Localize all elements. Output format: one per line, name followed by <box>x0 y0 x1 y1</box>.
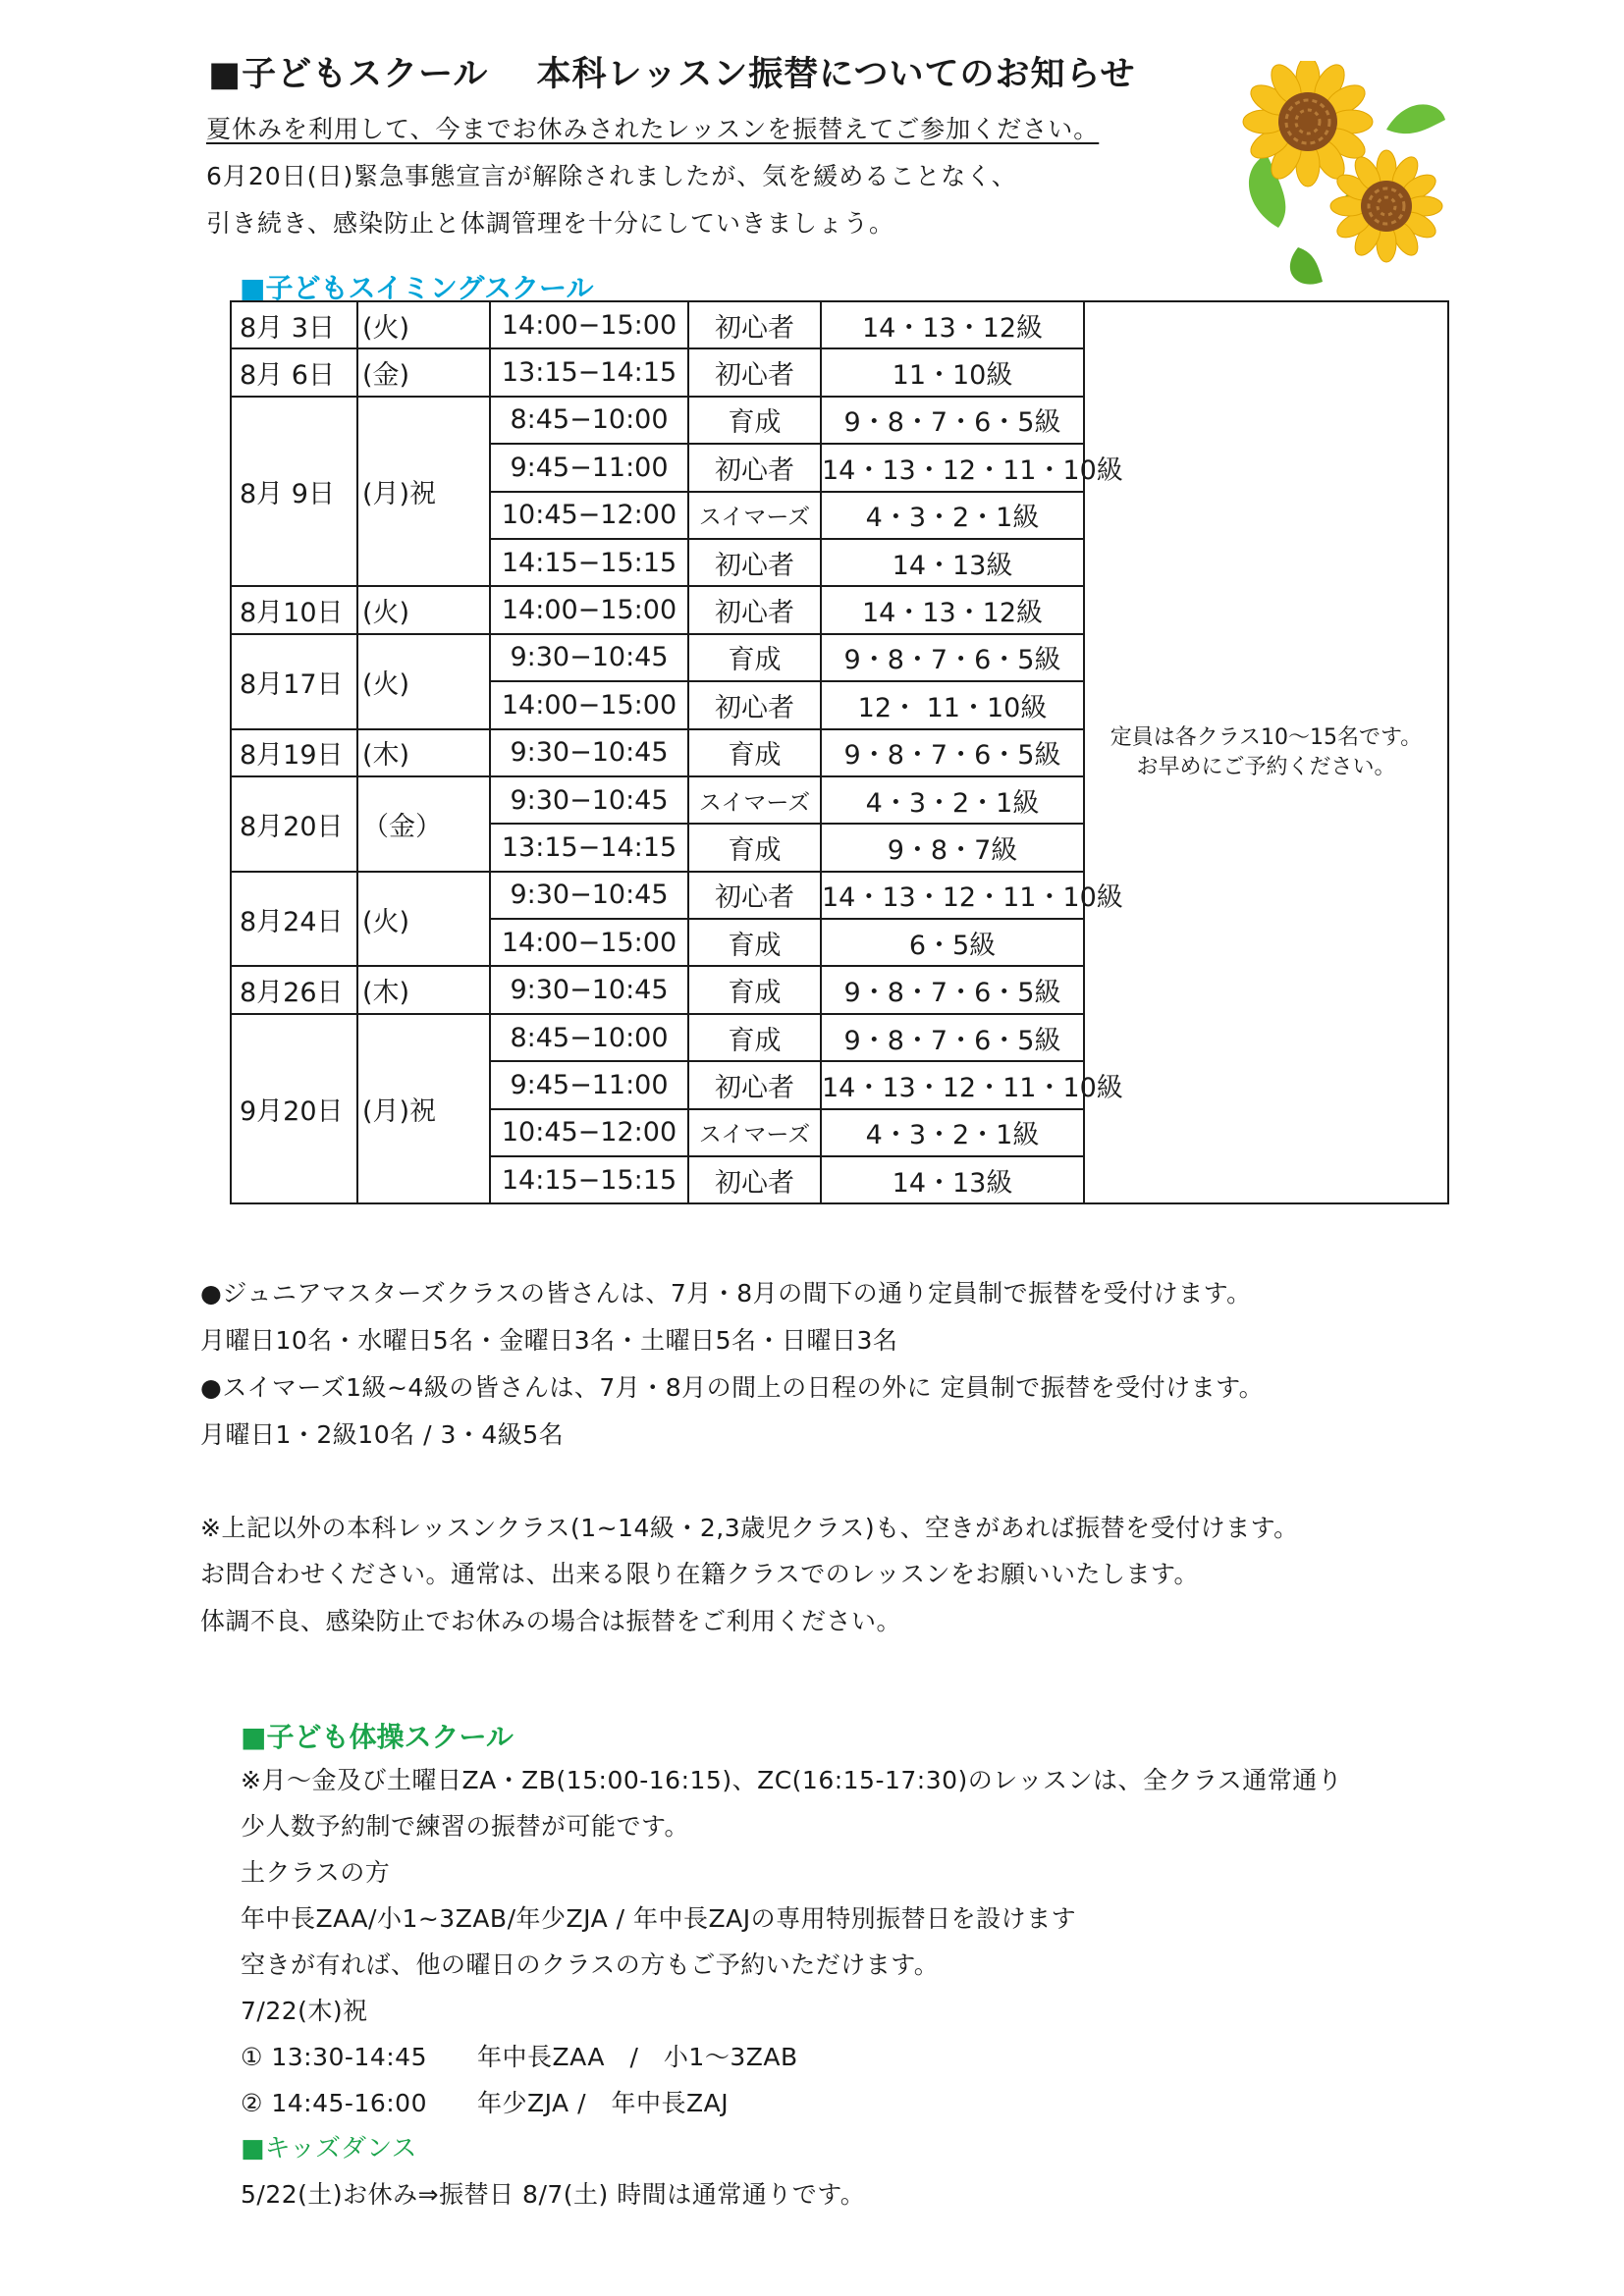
schedule-levels: 14・13級 <box>821 539 1084 586</box>
capacity-note <box>1084 301 1448 1203</box>
schedule-date: 8月10日 <box>231 586 357 633</box>
gymnastics-line: 年中長ZAA/小1~3ZAB/年少ZJA / 年中長ZAJの専用特別振替日を設けます <box>241 1904 1077 1933</box>
gymnastics-line: ① 13:30-14:45 年中長ZAA / 小1〜3ZAB <box>241 2043 798 2071</box>
capacity-note-line: お早めにご予約ください。 <box>1136 754 1396 779</box>
schedule-time: 9:45−11:00 <box>490 444 688 491</box>
schedule-levels: 14・13・12級 <box>821 586 1084 633</box>
swimming-heading: ■子どもスイミングスクール <box>240 272 594 304</box>
gymnastics-line: 土クラスの方 <box>241 1858 391 1887</box>
schedule-class: スイマーズ <box>688 776 821 824</box>
schedule-weekday: (火) <box>357 872 490 967</box>
schedule-date: 8月26日 <box>231 966 357 1013</box>
schedule-weekday: (月)祝 <box>357 397 490 587</box>
schedule-levels: 9・8・7・6・5級 <box>821 1014 1084 1061</box>
schedule-weekday: （金） <box>357 776 490 872</box>
schedule-levels: 9・8・7・6・5級 <box>821 966 1084 1013</box>
schedule-row <box>231 301 1448 348</box>
note-illness: 体調不良、感染防止でお休みの場合は振替をご利用ください。 <box>200 1607 902 1635</box>
schedule-date: 8月 3日 <box>231 301 357 348</box>
schedule-levels: 9・8・7・6・5級 <box>821 729 1084 776</box>
schedule-class: スイマーズ <box>688 492 821 539</box>
schedule-levels: 4・3・2・1級 <box>821 776 1084 824</box>
schedule-levels: 9・8・7・6・5級 <box>821 634 1084 681</box>
schedule-levels: 11・10級 <box>821 348 1084 396</box>
schedule-levels: 4・3・2・1級 <box>821 492 1084 539</box>
schedule-time: 14:00−15:00 <box>490 919 688 966</box>
capacity-note-line: 定員は各クラス10〜15名です。 <box>1110 724 1423 750</box>
schedule-weekday: (火) <box>357 301 490 348</box>
schedule-class: 育成 <box>688 824 821 871</box>
schedule-levels: 14・13級 <box>821 1156 1084 1203</box>
schedule-class: 育成 <box>688 1014 821 1061</box>
schedule-date: 8月 9日 <box>231 397 357 587</box>
intro-line-3: 引き続き、感染防止と体調管理を十分にしていきましょう。 <box>206 209 895 238</box>
schedule-time: 14:00−15:00 <box>490 681 688 728</box>
gymnastics-heading: ■子ども体操スクール <box>241 1721 514 1753</box>
schedule-class: 初心者 <box>688 539 821 586</box>
schedule-levels: 14・13・12・11・10級 <box>821 444 1084 491</box>
schedule-time: 14:15−15:15 <box>490 539 688 586</box>
intro-line-2: 6月20日(日)緊急事態宣言が解除されましたが、気を緩めることなく、 <box>206 162 1017 190</box>
gymnastics-line: 少人数予約制で練習の振替が可能です。 <box>241 1812 690 1841</box>
schedule-class: 育成 <box>688 634 821 681</box>
note-other-classes: ※上記以外の本科レッスンクラス(1~14級・2,3歳児クラス)も、空きがあれば振替を受付けます。 <box>200 1514 1299 1542</box>
schedule-class: 初心者 <box>688 872 821 919</box>
schedule-date: 8月19日 <box>231 729 357 776</box>
schedule-class: 初心者 <box>688 1061 821 1108</box>
schedule-class: 育成 <box>688 729 821 776</box>
note-junior-masters-capacity: 月曜日10名・水曜日5名・金曜日3名・土曜日5名・日曜日3名 <box>200 1326 898 1355</box>
gymnastics-line: 空きが有れば、他の曜日のクラスの方もご予約いただけます。 <box>241 1950 940 1979</box>
page-title: ■子どもスクール 本科レッスン振替についてのお知らせ <box>208 55 1136 94</box>
schedule-time: 9:30−10:45 <box>490 776 688 824</box>
schedule-time: 8:45−10:00 <box>490 397 688 444</box>
schedule-class: 初心者 <box>688 301 821 348</box>
schedule-weekday: (金) <box>357 348 490 396</box>
schedule-time: 10:45−12:00 <box>490 1109 688 1156</box>
note-junior-masters: ●ジュニアマスターズクラスの皆さんは、7月・8月の間下の通り定員制で振替を受付けます。 <box>200 1279 1252 1308</box>
schedule-class: スイマーズ <box>688 1109 821 1156</box>
schedule-class: 初心者 <box>688 586 821 633</box>
dance-line: 5/22(土)お休み⇒振替日 8/7(土) 時間は通常通りです。 <box>241 2180 866 2209</box>
schedule-weekday: (火) <box>357 634 490 729</box>
schedule-time: 13:15−14:15 <box>490 348 688 396</box>
schedule-date: 8月24日 <box>231 872 357 967</box>
schedule-time: 9:30−10:45 <box>490 634 688 681</box>
schedule-class: 育成 <box>688 919 821 966</box>
schedule-class: 育成 <box>688 966 821 1013</box>
schedule-levels: 4・3・2・1級 <box>821 1109 1084 1156</box>
schedule-date: 9月20日 <box>231 1014 357 1204</box>
schedule-time: 14:00−15:00 <box>490 301 688 348</box>
schedule-time: 9:30−10:45 <box>490 729 688 776</box>
note-swimmers-capacity: 月曜日1・2級10名 / 3・4級5名 <box>200 1420 565 1449</box>
schedule-class: 初心者 <box>688 1156 821 1203</box>
schedule-levels: 14・13・12・11・10級 <box>821 872 1084 919</box>
note-swimmers: ●スイマーズ1級~4級の皆さんは、7月・8月の間上の日程の外に 定員制で振替を受付けます。 <box>200 1373 1265 1402</box>
schedule-class: 初心者 <box>688 348 821 396</box>
schedule-time: 9:45−11:00 <box>490 1061 688 1108</box>
schedule-levels: 14・13・12級 <box>821 301 1084 348</box>
schedule-class: 初心者 <box>688 681 821 728</box>
schedule-class: 初心者 <box>688 444 821 491</box>
schedule-class: 育成 <box>688 397 821 444</box>
note-inquiry: お問合わせください。通常は、出来る限り在籍クラスでのレッスンをお願いいたします。 <box>200 1560 1200 1588</box>
schedule-weekday: (月)祝 <box>357 1014 490 1204</box>
schedule-weekday: (木) <box>357 729 490 776</box>
swimming-schedule-table <box>230 300 1449 1204</box>
schedule-time: 8:45−10:00 <box>490 1014 688 1061</box>
schedule-date: 8月17日 <box>231 634 357 729</box>
gymnastics-line: 7/22(木)祝 <box>241 1997 368 2025</box>
schedule-levels: 12・ 11・10級 <box>821 681 1084 728</box>
schedule-time: 13:15−14:15 <box>490 824 688 871</box>
schedule-weekday: (木) <box>357 966 490 1013</box>
schedule-levels: 6・5級 <box>821 919 1084 966</box>
gymnastics-line: ② 14:45-16:00 年少ZJA / 年中長ZAJ <box>241 2089 730 2117</box>
schedule-date: 8月 6日 <box>231 348 357 396</box>
schedule-time: 9:30−10:45 <box>490 872 688 919</box>
dance-heading: ■キッズダンス <box>241 2134 417 2163</box>
schedule-date: 8月20日 <box>231 776 357 872</box>
gymnastics-line: ※月〜金及び土曜日ZA・ZB(15:00-16:15)、ZC(16:15-17:30)のレッスンは、全クラス通常通り <box>241 1766 1343 1794</box>
schedule-levels: 9・8・7級 <box>821 824 1084 871</box>
sunflower-icon <box>1239 61 1455 296</box>
schedule-levels: 9・8・7・6・5級 <box>821 397 1084 444</box>
schedule-time: 14:15−15:15 <box>490 1156 688 1203</box>
schedule-time: 14:00−15:00 <box>490 586 688 633</box>
schedule-time: 10:45−12:00 <box>490 492 688 539</box>
schedule-weekday: (火) <box>357 586 490 633</box>
schedule-time: 9:30−10:45 <box>490 966 688 1013</box>
schedule-levels: 14・13・12・11・10級 <box>821 1061 1084 1108</box>
intro-line-1: 夏休みを利用して、今までお休みされたレッスンを振替えてご参加ください。 <box>206 115 1100 143</box>
